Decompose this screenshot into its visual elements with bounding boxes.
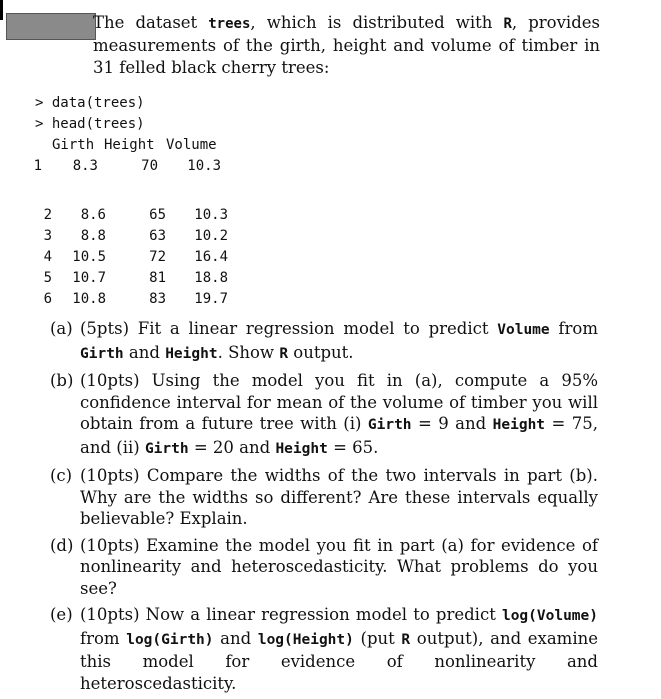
col-header-girth: Girth (52, 137, 95, 153)
col-header-height: Height (104, 137, 155, 153)
question-b: (b) (10pts) Using the model you fit in (a), compute a 95% confidence interval for mean of the volume of timber you will obtain from a future tree with (i) Girth = 9 and Height = 75, and (ii) Girth = 20 and Height = 65. (50, 371, 598, 457)
dataset-name: trees (208, 16, 251, 32)
question-c: (c) (10pts) Compare the widths of the two intervals in part (b). Why are the widths so different? Are these intervals equally believable? Explain. (50, 466, 598, 528)
question-e: (e) (10pts) Now a linear regression model to predict log(Volume) from log(Girth) and log(Height) (put R output), and examine this model for evidence of nonlinearity and heteroscedasticity. (50, 605, 598, 693)
corner-mark (0, 0, 3, 20)
question-list (50, 318, 598, 699)
question-a: (a) (5pts) Fit a linear regression model to predict Volume from Girth and Height. Show R output. (50, 319, 598, 362)
col-header-volume: Volume (166, 137, 217, 153)
r-command-data: > data(trees) (35, 95, 145, 111)
intro-paragraph: The dataset trees, which is distributed with R, provides measurements of the girth, height and volume of timber in 31 felled black cherry trees: (93, 13, 600, 77)
r-command-head: > head(trees) (35, 116, 145, 132)
question-d: (d) (10pts) Examine the model you fit in part (a) for evidence of nonlinearity and heteroscedasticity. What problems do you see? (50, 535, 598, 598)
